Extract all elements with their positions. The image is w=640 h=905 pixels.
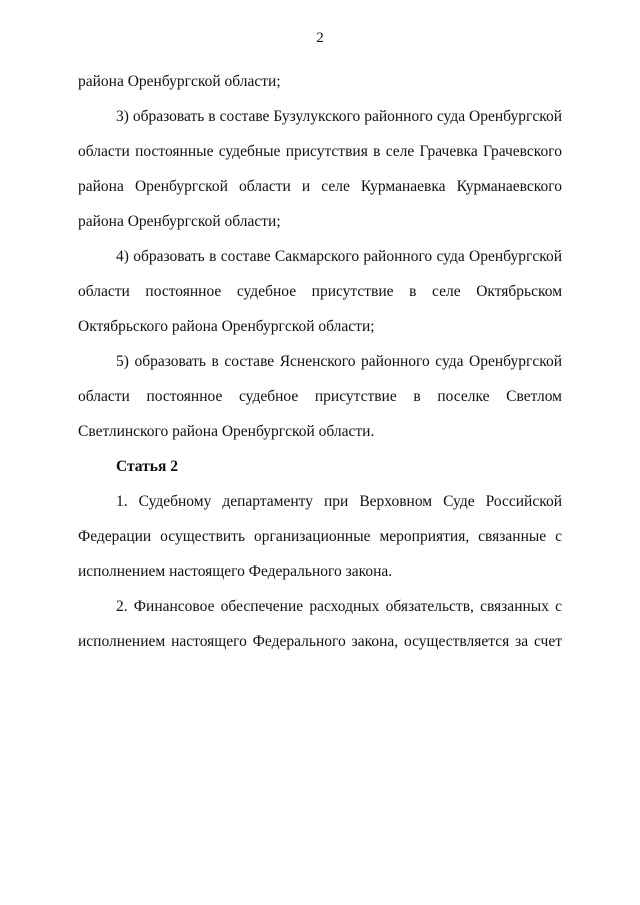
paragraph-item-3: 3) образовать в составе Бузулукского районного суда Оренбургской области постоянные судебные присутствия в селе Грачевка Грачевского района Оренбургской области и селе Курманаевка Курманаевского района Оренбургской области; — [78, 108, 562, 230]
document-body — [78, 64, 562, 659]
article-heading: Статья 2 — [116, 458, 178, 475]
paragraph-item-4: 4) образовать в составе Сакмарского районного суда Оренбургской области постоянное судебное присутствие в селе Октябрьском Октябрьского района Оренбургской области; — [78, 248, 562, 335]
paragraph-item-5: 5) образовать в составе Ясненского районного суда Оренбургской области постоянное судебное присутствие в поселке Светлом Светлинского района Оренбургской области. — [78, 353, 562, 440]
paragraph-article2-item-1: 1. Судебному департаменту при Верховном Суде Российской Федерации осуществить организационные мероприятия, связанные с исполнением настоящего Федерального закона. — [78, 493, 562, 580]
page-number: 2 — [316, 30, 324, 46]
paragraph-continuation: района Оренбургской области; — [78, 73, 281, 90]
paragraph-article2-item-2: 2. Финансовое обеспечение расходных обязательств, связанных с исполнением настоящего Федерального закона, осуществляется за счет — [78, 598, 562, 650]
